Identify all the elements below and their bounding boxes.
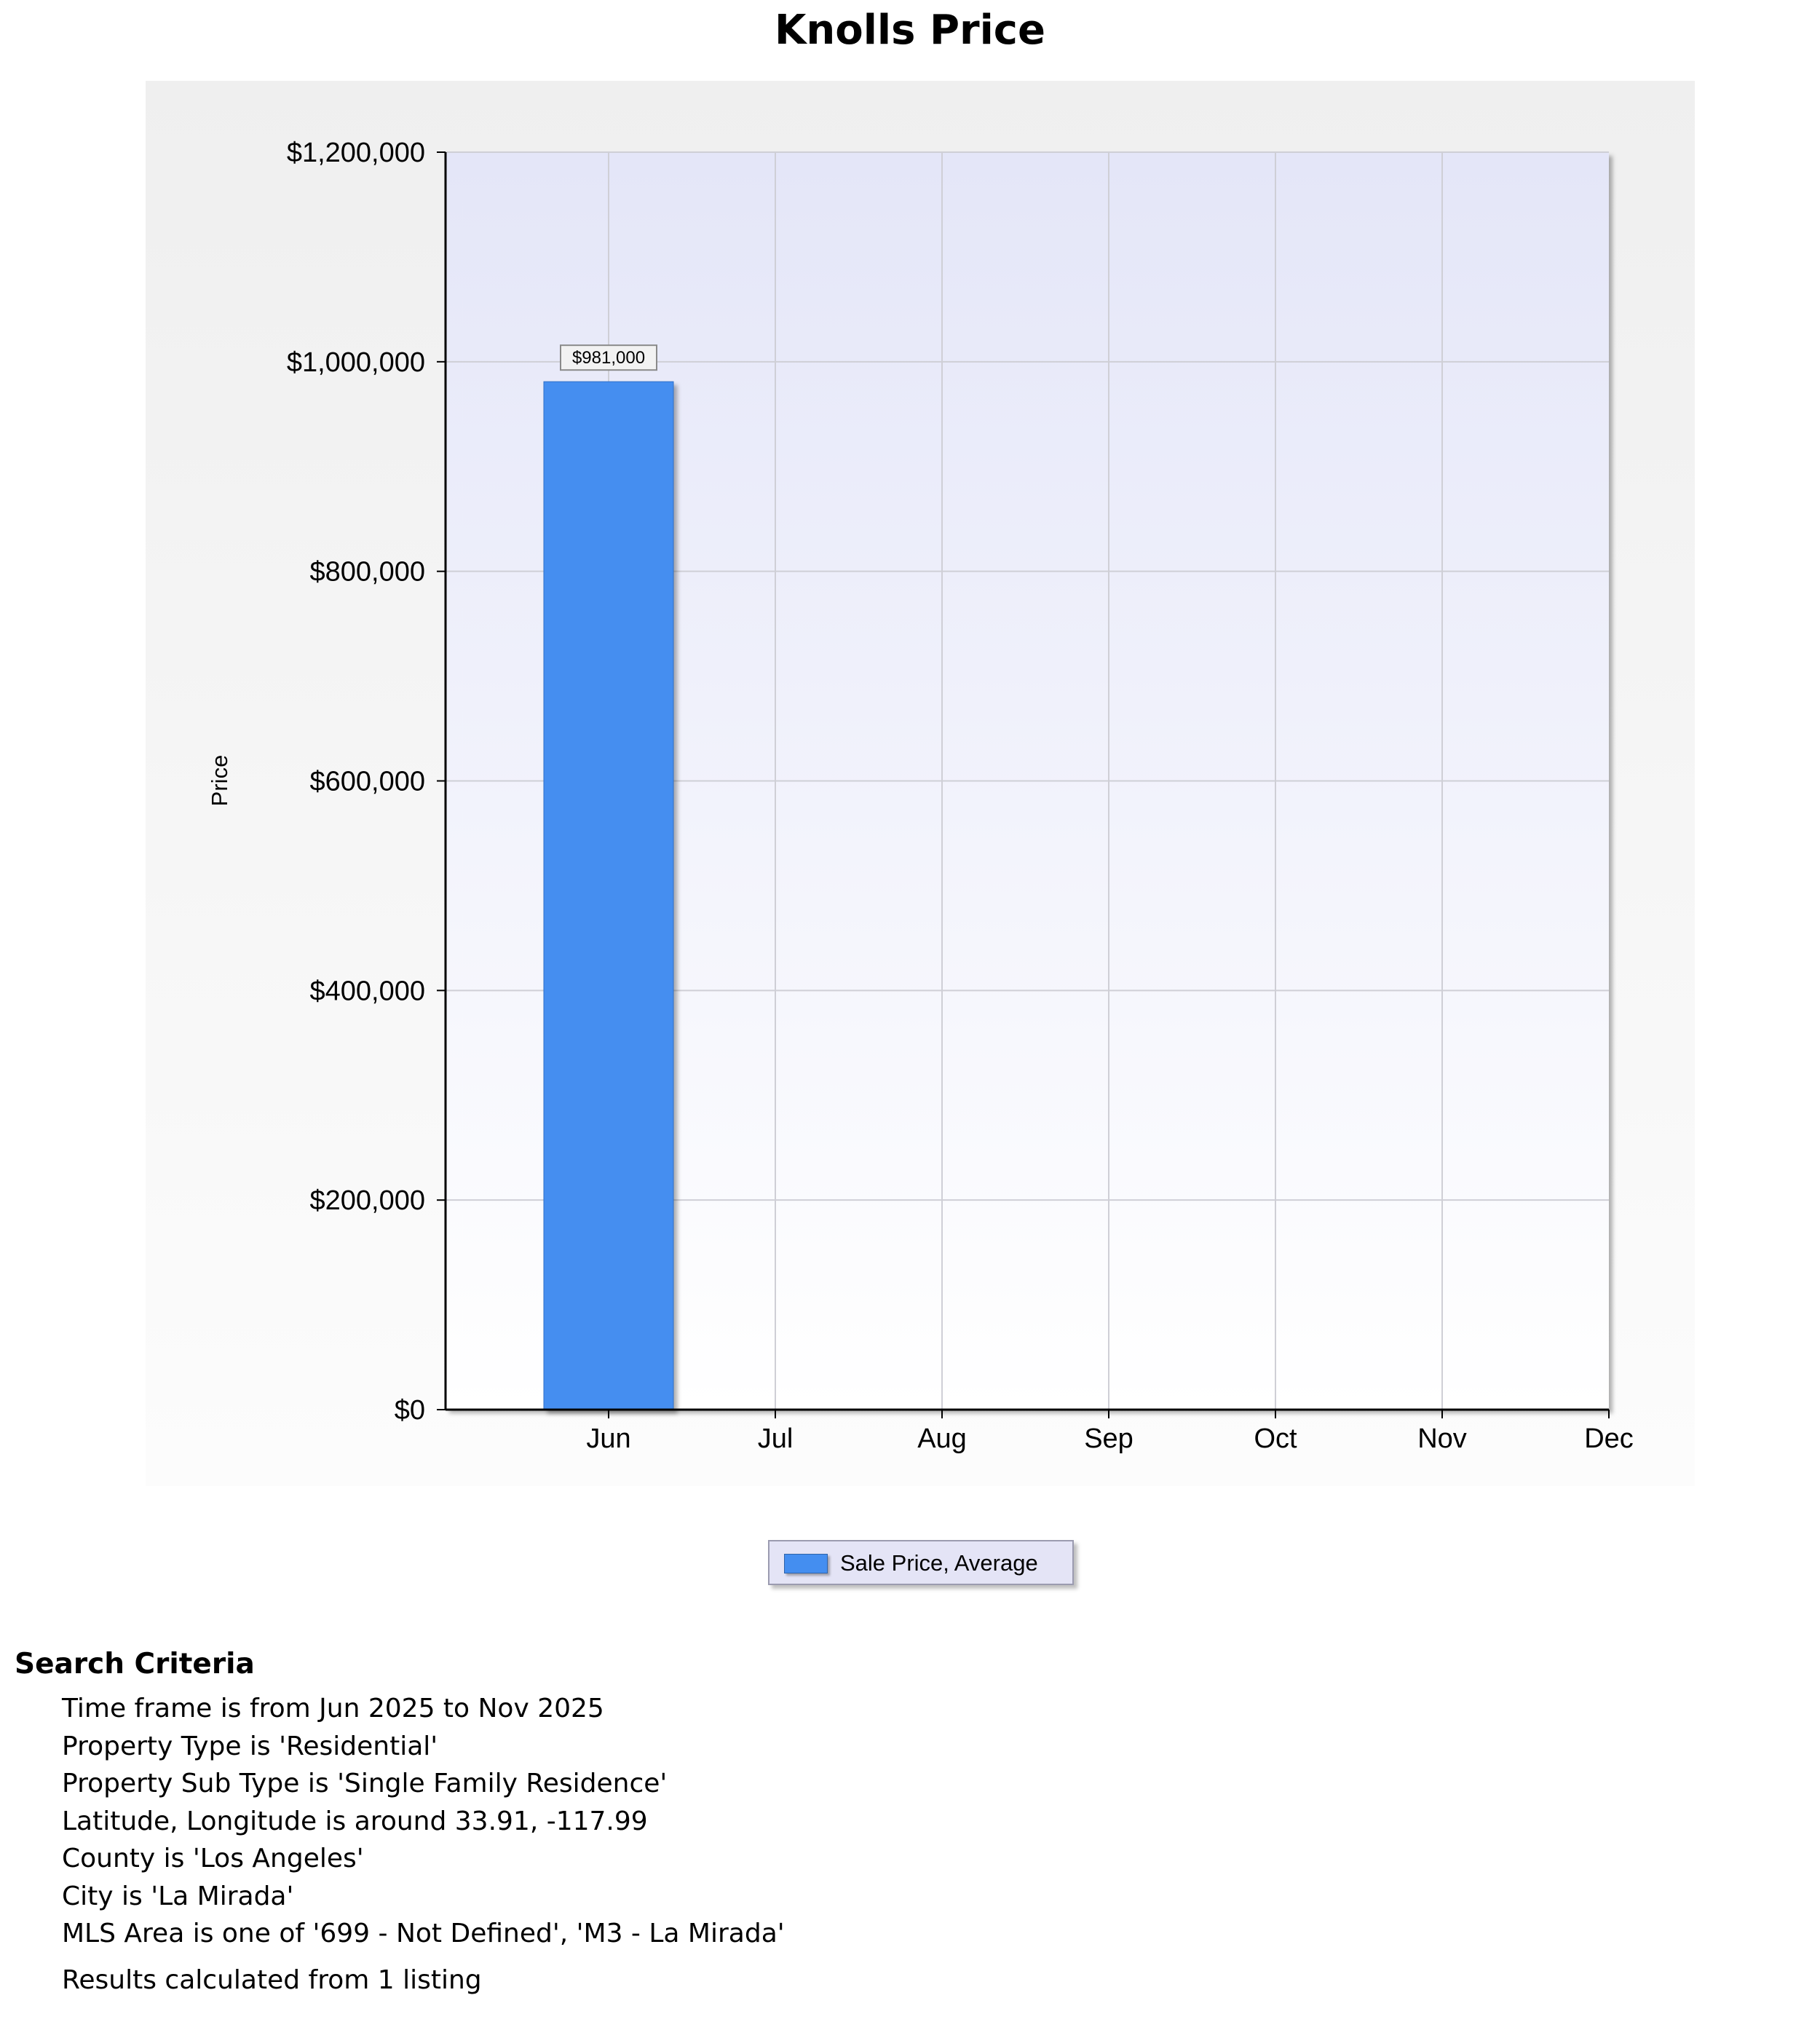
criteria-item: Time frame is from Jun 2025 to Nov 2025 [62,1694,604,1723]
y-tick-label: $1,000,000 [286,347,425,378]
criteria-item: Latitude, Longitude is around 33.91, -117.99 [62,1806,648,1836]
bar-jun [544,382,673,1410]
bars [544,345,673,1410]
x-tick-label: Nov [1417,1423,1467,1454]
criteria-list [15,1690,1762,1953]
y-tick-label: $0 [394,1395,425,1426]
x-tick-label: Dec [1584,1423,1634,1454]
y-tick-label: $800,000 [309,556,425,588]
data-label: $981,000 [571,348,646,368]
y-tick-label: $200,000 [309,1185,425,1217]
y-tick-label: $1,200,000 [286,138,425,168]
y-axis-label: Price [207,754,232,807]
criteria-item: Property Type is 'Residential' [62,1731,438,1761]
criteria-item: County is 'Los Angeles' [62,1844,364,1873]
search-criteria-title: Search Criteria [15,1648,255,1681]
y-tick-label: $400,000 [309,976,425,1007]
legend [768,1540,1074,1585]
x-tick-label: Oct [1254,1423,1297,1454]
results-count: Results calculated from 1 listing [62,1964,482,1995]
x-tick-label: Sep [1084,1423,1133,1454]
y-tick-label: $600,000 [309,766,425,797]
x-tick-label: Jun [586,1423,631,1454]
criteria-item: MLS Area is one of '699 - Not Defined', 'M3 - La Mirada' [62,1919,785,1948]
legend-swatch [784,1554,828,1573]
legend-label: Sale Price, Average [840,1550,1038,1576]
chart-title: Knolls Price [775,7,1045,54]
x-tick-label: Aug [917,1423,967,1454]
criteria-item: City is 'La Mirada' [62,1881,294,1911]
search-criteria [15,1643,1762,1999]
x-tick-label: Jul [757,1423,794,1454]
criteria-item: Property Sub Type is 'Single Family Residence' [62,1769,668,1798]
